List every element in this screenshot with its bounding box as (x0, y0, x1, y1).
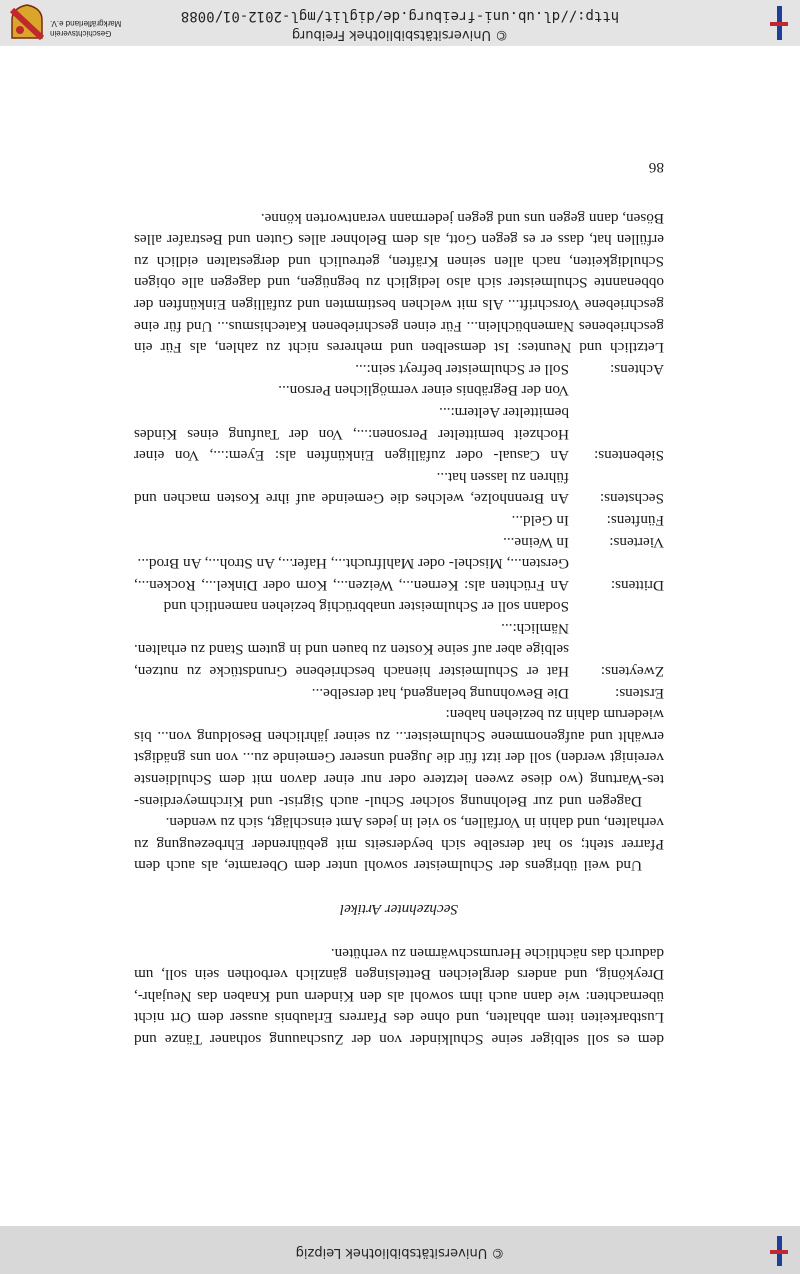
library-notice: © Universitätsbibliothek Leipzig (295, 1245, 505, 1260)
list-item: Erstens: Die Bewohnung belangend, hat derselbe... (311, 684, 664, 702)
list-item: Sechstens: An Brennholze, welches die Gemeinde auf ihre Kosten machen und führen zu lassen hat... (134, 468, 664, 508)
library-notice: © Universitätsbibliothek Freiburg (291, 27, 509, 42)
document-url[interactable]: http://dl.ub.uni-freiburg.de/diglit/mgl-2012-01/0088 (180, 8, 620, 24)
list-item: Viertens: In Weine... (503, 533, 664, 551)
list-item: Achtens: Soll er Schulmeister befreyt sein:... (355, 360, 664, 378)
list-item: Sodann soll er Schulmeister unabbrüchig beziehen namentlich und (163, 598, 569, 616)
article-heading: Sechzehnter Artikel (339, 901, 459, 919)
page-number: 86 (648, 159, 664, 176)
list-item: Drittens: An Früchten als: Kernen..., Weizen..., Korn oder Dinkel..., Rocken..., Gersten..., Mischel- oder Mahlfrucht..., Hafer..., An Stroh..., An Brod... (134, 555, 664, 594)
society-logo: Geschichtsverein Markgräflerland e.V. (10, 4, 150, 40)
paragraph: Und weil übrigens der Schulmeister sowohl unter dem Oberamte, als auch dem Pfarrer steht; so hat derselbe sich beyderseits mit gebührender Ehrbezeugung zu verhalten, und dahin in Vorfällen, so viel in jedes Amt einschlägt, sich zu wenden. (134, 814, 664, 875)
top-banner (0, 1226, 800, 1274)
list-item: Zweytens: Hat er Schulmeister hienach beschriebene Grundstücke zu nutzen, selbige aber auf seine Kosten zu bauen und in gutem Stand zu erhalten. Nämlich:... (134, 619, 664, 681)
bottom-banner (0, 0, 800, 46)
document-body (134, 207, 664, 1050)
list-item: Von der Begräbnis einer vermöglichen Person... (278, 382, 569, 400)
list-item: Fünftens: In Geld... (511, 511, 664, 529)
list-item: Siebentens: An Casual- oder zufälligen Einkünften als: Eyem:..., Von einer Hochzeit bemittelter Personen:..., Von der Taufung eines Kindes bemittelter Aeltern:... (134, 403, 664, 465)
paragraph: dem es soll selbiger seine Schulkinder von der Zuschauung sothaner Tänze und Lustbarkeiten item abhalten, und ohne des Pfarrers Erlaubnis ausser dem Ort nicht übernachten: wie dann auch ihm sowohl als den Kindern und Knaben das Neujahr-, Dreykönig, und anders dergleichen Bettelsingen gänzlich verbothen sein soll, um dadurch das nächtliche Herumschwärmen zu verhüten. (134, 944, 664, 1048)
coat-of-arms-icon (10, 4, 44, 40)
paragraph: Letztlich und Neuntes: Ist demselben und mehreres nicht zu zahlen, als Für ein geschriebenes Namenbüchlein... Für einen geschriebenen Katechismus... Und für eine geschriebene Vorschrift... Als mit welchen bestimmten und zufälligen Einkünften der obbenannte Schulmeister sich also lediglich zu begnügen, und dagegen alle obigen Schuldigkeiten, nach allen seinen Kräften, getreulich und dergestalten eidlich zu erfüllen hat, dass er es gegen Gott, als dem Belohner alles Guten und Bestrafer alles Bösen, dann gegen uns und gegen jedermann verantworten könne. (134, 209, 664, 357)
paragraph: Dagegen und zur Belohnung solcher Schul- auch Sigrist- und Kirchmeyerdiens-tes-Wartung (wo diese zween letztere oder nur einer davon mit dem Schuldienste vereinigt werden) soll der itzt für die Jugend unserer Gemeinde zu... von uns gnädigst erwählt und aufgenommene Schulmeister... zu seiner jährlichen Besoldung von... bis wiederum dahin zu beziehen haben: (134, 706, 664, 810)
